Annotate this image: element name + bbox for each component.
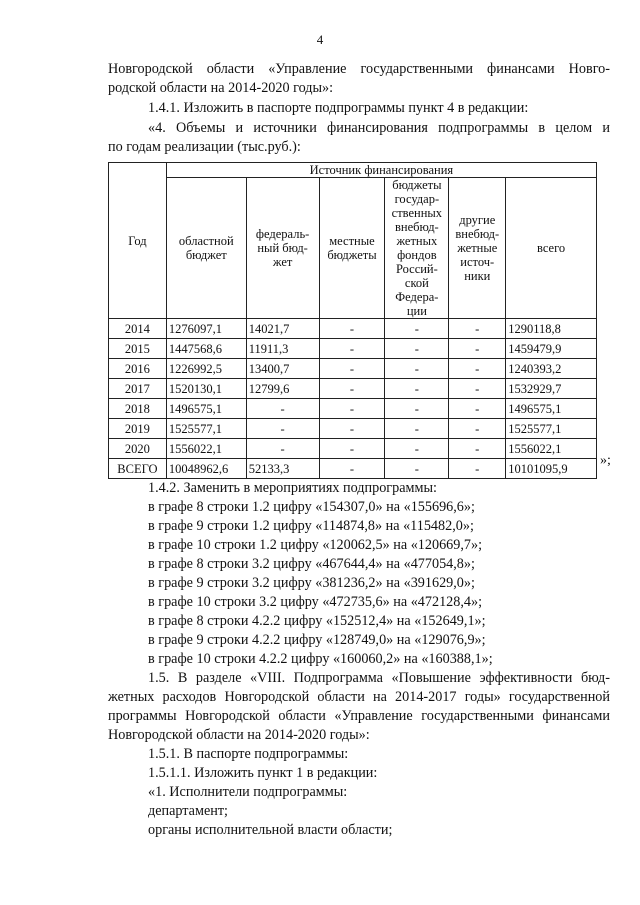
table-row-total bbox=[109, 459, 597, 479]
funds-cell: - bbox=[385, 459, 449, 479]
item-1-5-line-1: 1.5. В разделе «VIII. Подпрограмма «Повышение эффективности бюд- bbox=[148, 670, 610, 686]
funds-cell: - bbox=[385, 419, 449, 439]
list-item: в графе 9 строки 4.2.2 цифру «128749,0» на «129076,9»; bbox=[148, 632, 486, 648]
table-row bbox=[109, 359, 597, 379]
local-cell: - bbox=[319, 359, 385, 379]
funds-cell: - bbox=[385, 319, 449, 339]
year-cell: 2020 bbox=[109, 439, 167, 459]
col-funds-header: бюджеты государ-ственных внебюд-жетных фондов Россий-ской Федера-ции bbox=[385, 178, 449, 319]
funds-cell: - bbox=[385, 339, 449, 359]
federal-cell: 14021,7 bbox=[246, 319, 319, 339]
total-cell: 10101095,9 bbox=[506, 459, 597, 479]
regional-cell: 1226992,5 bbox=[166, 359, 246, 379]
total-cell: 1496575,1 bbox=[506, 399, 597, 419]
item-4-paragraph bbox=[108, 119, 610, 157]
item-1-executors: «1. Исполнители подпрограммы: bbox=[148, 784, 348, 800]
federal-cell: 13400,7 bbox=[246, 359, 319, 379]
item-1-5-line-3: программы Новгородской области «Управление государственными финансами bbox=[108, 708, 610, 724]
list-item: в графе 10 строки 1.2 цифру «120062,5» на «120669,7»; bbox=[148, 537, 483, 553]
federal-cell: 12799,6 bbox=[246, 379, 319, 399]
federal-cell: - bbox=[246, 419, 319, 439]
regional-cell: 1556022,1 bbox=[166, 439, 246, 459]
other-cell: - bbox=[449, 339, 506, 359]
line-department: департамент; bbox=[148, 803, 228, 819]
year-cell: 2017 bbox=[109, 379, 167, 399]
funds-cell: - bbox=[385, 439, 449, 459]
table-row bbox=[109, 399, 597, 419]
other-cell: - bbox=[449, 319, 506, 339]
col-regional-header: областной бюджет bbox=[166, 178, 246, 319]
local-cell: - bbox=[319, 459, 385, 479]
item-1-4-1: 1.4.1. Изложить в паспорте подпрограммы пункт 4 в редакции: bbox=[148, 100, 529, 116]
year-cell: 2014 bbox=[109, 319, 167, 339]
table-row bbox=[109, 339, 597, 359]
col-local-header: местные бюджеты bbox=[319, 178, 385, 319]
list-item: в графе 8 строки 1.2 цифру «154307,0» на «155696,6»; bbox=[148, 499, 475, 515]
item-1-5-1-1: 1.5.1.1. Изложить пункт 1 в редакции: bbox=[148, 765, 378, 781]
list-item: в графе 9 строки 1.2 цифру «114874,8» на «115482,0»; bbox=[148, 518, 474, 534]
item-4-line-2: по годам реализации (тыс.руб.): bbox=[108, 139, 301, 155]
table-row bbox=[109, 379, 597, 399]
federal-cell: 11911,3 bbox=[246, 339, 319, 359]
table-closing-quote: »; bbox=[600, 453, 611, 468]
col-other-header: другие внебюд-жетные источ-ники bbox=[449, 178, 506, 319]
item-1-4-2: 1.4.2. Заменить в мероприятиях подпрограммы: bbox=[148, 480, 437, 496]
list-item: в графе 10 строки 3.2 цифру «472735,6» на «472128,4»; bbox=[148, 594, 483, 610]
total-cell: 1290118,8 bbox=[506, 319, 597, 339]
other-cell: - bbox=[449, 439, 506, 459]
list-item: в графе 8 строки 3.2 цифру «467644,4» на «477054,8»; bbox=[148, 556, 475, 572]
funds-cell: - bbox=[385, 399, 449, 419]
regional-cell: 1520130,1 bbox=[166, 379, 246, 399]
page-number: 4 bbox=[316, 32, 324, 47]
item-1-5-line-2: жетных расходов Новгородской области на 2014-2017 годы» государственной bbox=[108, 689, 610, 705]
lead-paragraph bbox=[108, 60, 610, 98]
federal-cell: 52133,3 bbox=[246, 459, 319, 479]
list-item: в графе 8 строки 4.2.2 цифру «152512,4» на «152649,1»; bbox=[148, 613, 486, 629]
other-cell: - bbox=[449, 359, 506, 379]
total-cell: 1525577,1 bbox=[506, 419, 597, 439]
other-cell: - bbox=[449, 399, 506, 419]
item-4-line-1: «4. Объемы и источники финансирования подпрограммы в целом и bbox=[148, 120, 610, 136]
table-row bbox=[109, 419, 597, 439]
local-cell: - bbox=[319, 399, 385, 419]
year-cell: 2016 bbox=[109, 359, 167, 379]
source-header: Источник финансирования bbox=[166, 163, 596, 178]
item-1-5-1: 1.5.1. В паспорте подпрограммы: bbox=[148, 746, 349, 762]
year-cell: ВСЕГО bbox=[109, 459, 167, 479]
funds-cell: - bbox=[385, 359, 449, 379]
local-cell: - bbox=[319, 339, 385, 359]
regional-cell: 1496575,1 bbox=[166, 399, 246, 419]
list-item: в графе 9 строки 3.2 цифру «381236,2» на «391629,0»; bbox=[148, 575, 475, 591]
other-cell: - bbox=[449, 459, 506, 479]
total-cell: 1459479,9 bbox=[506, 339, 597, 359]
item-1-5-paragraph bbox=[108, 669, 610, 745]
federal-cell: - bbox=[246, 399, 319, 419]
table-row bbox=[109, 319, 597, 339]
year-cell: 2018 bbox=[109, 399, 167, 419]
col-total-header: всего bbox=[506, 178, 597, 319]
funds-cell: - bbox=[385, 379, 449, 399]
other-cell: - bbox=[449, 419, 506, 439]
list-item: в графе 10 строки 4.2.2 цифру «160060,2» на «160388,1»; bbox=[148, 651, 493, 667]
item-1-5-line-4: Новгородской области на 2014-2020 годы»: bbox=[108, 727, 370, 743]
year-cell: 2019 bbox=[109, 419, 167, 439]
lead-line-2: родской области на 2014-2020 годы»: bbox=[108, 80, 334, 96]
table-row bbox=[109, 439, 597, 459]
regional-cell: 1447568,6 bbox=[166, 339, 246, 359]
federal-cell: - bbox=[246, 439, 319, 459]
local-cell: - bbox=[319, 419, 385, 439]
funding-table bbox=[108, 162, 597, 479]
col-federal-header: федераль-ный бюд-жет bbox=[246, 178, 319, 319]
regional-cell: 10048962,6 bbox=[166, 459, 246, 479]
year-cell: 2015 bbox=[109, 339, 167, 359]
total-cell: 1556022,1 bbox=[506, 439, 597, 459]
regional-cell: 1276097,1 bbox=[166, 319, 246, 339]
regional-cell: 1525577,1 bbox=[166, 419, 246, 439]
replacement-list bbox=[148, 498, 493, 669]
local-cell: - bbox=[319, 319, 385, 339]
total-cell: 1532929,7 bbox=[506, 379, 597, 399]
lead-line-1: Новгородской области «Управление государственными финансами Новго- bbox=[108, 61, 610, 77]
total-cell: 1240393,2 bbox=[506, 359, 597, 379]
year-header: Год bbox=[109, 163, 167, 319]
local-cell: - bbox=[319, 379, 385, 399]
other-cell: - bbox=[449, 379, 506, 399]
line-organs: органы исполнительной власти области; bbox=[148, 822, 393, 838]
local-cell: - bbox=[319, 439, 385, 459]
